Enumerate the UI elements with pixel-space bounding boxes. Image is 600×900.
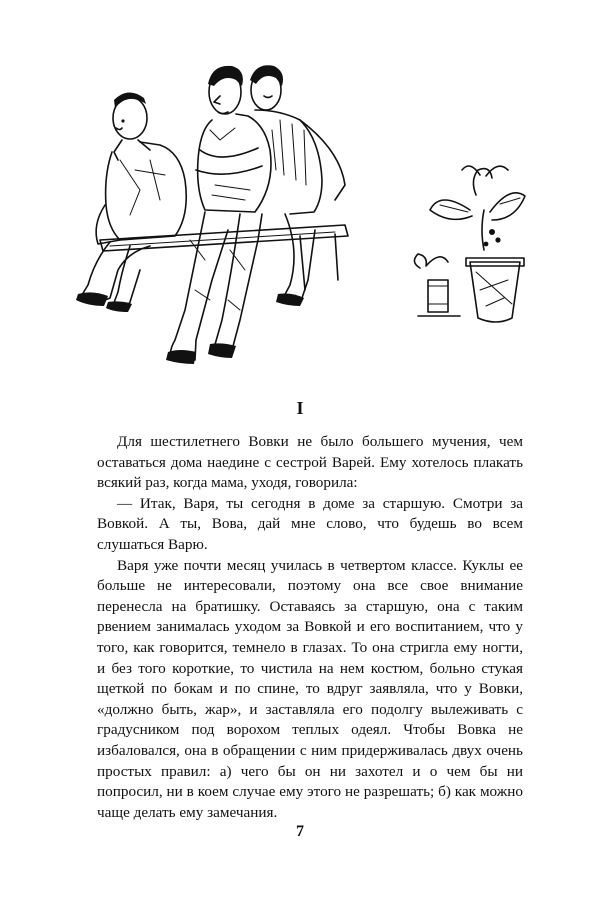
- chapter-number: I: [296, 398, 304, 418]
- paragraph: — Итак, Варя, ты сегодня в доме за старшую. Смотри за Вовкой. А ты, Вова, дай мне слово, что будешь во всем слушаться Варю.: [97, 494, 523, 553]
- page-number: 7: [296, 823, 304, 840]
- potted-plants-illustration: [414, 166, 525, 322]
- paragraph: Для шестилетнего Вовки не было большего мучения, чем оставаться дома наедине с сестрой Варей. Ему хотелось плакать всякий раз, когда мама, уходя, говорила:: [97, 433, 523, 492]
- body-text: [97, 432, 523, 823]
- chapter-illustration: [0, 0, 600, 380]
- paragraph: Варя уже почти месяц училась в четвертом классе. Куклы ее больше не интересовали, поэтому она все свое внимание перенесла на братишку. Оставаясь за старшую, она с таким рвением занималась уходом за Вовкой и его воспитанием, что у того, как говорится, темнело в глазах. То она стригла ему ногти, и без того короткие, то чистила на нем костюм, больно стукая щеткой по бокам и по спине, то вдруг заявляла, что у Вовки, «должно быть, жар», и заставляла его подолгу вылеживать с градусником под ворохом теплых одеял. Чтобы Вовка не избаловался, она в обращении с ним придерживалась двух очень простых правил: а) чего бы он ни захотел и о чем бы ни попросил, ни в коем случае ему этого не разрешать; б) как можно чаще делать ему замечания.: [97, 556, 523, 821]
- three-boys-on-bench-illustration: [76, 65, 348, 364]
